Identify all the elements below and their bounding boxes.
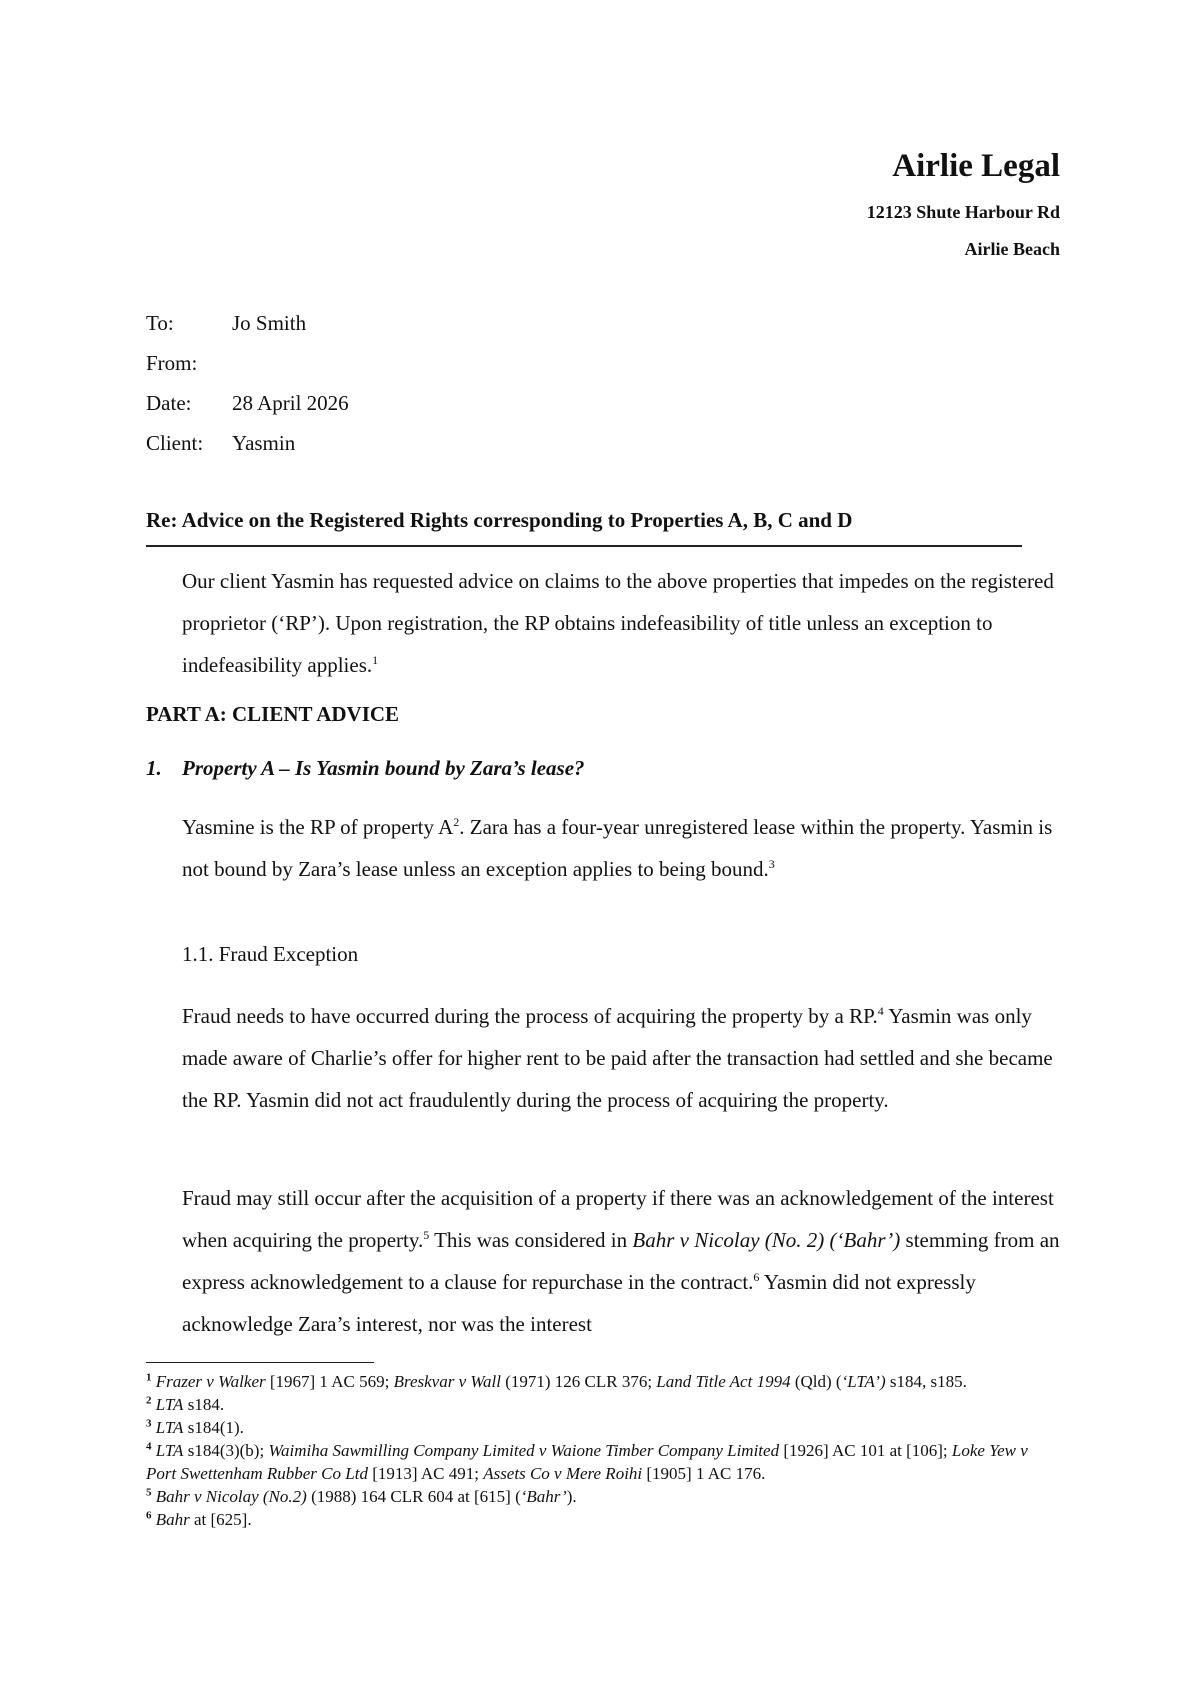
text-run: [1913] AC 491; — [367, 1464, 484, 1483]
memo-client — [146, 423, 349, 463]
footnote-number: 6 — [146, 1509, 152, 1522]
text-run: stemming from an express acknowledgement to a clause for repurchase in the contract. — [182, 1228, 1060, 1294]
footnote-number: 4 — [146, 1440, 152, 1453]
footnote-ref: 2 — [453, 815, 460, 829]
text-run: (Qld) ( — [790, 1372, 842, 1391]
footnote-ref: 1 — [372, 653, 379, 667]
section-number: 1. — [146, 756, 162, 780]
memo-header — [146, 303, 349, 463]
text-run: [1905] 1 AC 176. — [642, 1464, 766, 1483]
memo-from — [146, 343, 349, 383]
text-run: [1967] 1 AC 569; — [265, 1372, 394, 1391]
text-run: Fraud may still occur after the acquisition of a property if there was an acknowledgement of the interest when acquiring the property. — [182, 1186, 1054, 1252]
memo-date-value: 28 April 2026 — [232, 390, 349, 415]
paragraph-fraud-2 — [182, 1177, 1067, 1345]
text-run: s184(3)(b); — [183, 1441, 269, 1460]
paragraph-fraud-1 — [182, 995, 1067, 1121]
memo-to-label: To: — [146, 310, 174, 335]
section-title: Property A – Is Yasmin bound by Zara’s lease? — [182, 756, 585, 780]
memo-date-label: Date: — [146, 390, 192, 415]
case-name: LTA — [155, 1395, 184, 1414]
firm-name: Airlie Legal — [892, 148, 1060, 184]
footnote-ref: 5 — [423, 1228, 430, 1242]
part-a-heading: PART A: CLIENT ADVICE — [146, 702, 400, 726]
subsection-heading: 1.1. Fraud Exception — [182, 942, 359, 966]
intro-text: Our client Yasmin has requested advice on claims to the above properties that impedes on the registered proprietor (‘RP’). Upon registration, the RP obtains indefeasibility of title unless an exception to indefeasibility applies. — [182, 569, 1054, 677]
case-name: Breskvar v Wall — [393, 1372, 501, 1391]
footnote-3 — [146, 1416, 1046, 1439]
text-run: s184. — [183, 1395, 225, 1414]
case-name: Loke Yew v Port Swettenham Rubber Co Ltd — [146, 1441, 1028, 1483]
case-name: LTA — [155, 1418, 184, 1437]
footnote-number: 1 — [146, 1371, 152, 1384]
case-name: Land Title Act 1994 — [656, 1372, 791, 1391]
address-line-2: Airlie Beach — [964, 238, 1060, 259]
memo-client-value: Yasmin — [232, 430, 296, 455]
text-run: at [625]. — [189, 1510, 252, 1529]
case-name: Bahr v Nicolay (No. 2) (‘Bahr’) — [632, 1228, 901, 1252]
case-name: Waimiha Sawmilling Company Limited v Waione Timber Company Limited — [268, 1441, 780, 1460]
subject-line: Re: Advice on the Registered Rights corresponding to Properties A, B, C and D — [146, 508, 1022, 547]
text-run: ). — [566, 1487, 577, 1506]
address-line-1: 12123 Shute Harbour Rd — [866, 202, 1060, 222]
case-name: Assets Co v Mere Roihi — [483, 1464, 643, 1483]
text-run: s184, s185. — [885, 1372, 967, 1391]
case-name: Bahr v Nicolay (No.2) — [155, 1487, 307, 1506]
case-name: LTA — [155, 1441, 184, 1460]
footnote-number: 2 — [146, 1394, 152, 1407]
text-run: (1988) 164 CLR 604 at [615] ( — [306, 1487, 521, 1506]
text-run: Yasmin did not expressly acknowledge Zara’s interest, nor was the interest — [182, 1270, 976, 1336]
text-run: . Zara has a four-year unregistered lease within the property. Yasmin is not bound by Zara’s lease unless an exception applies to being bound. — [182, 815, 1053, 881]
footnote-separator — [146, 1362, 374, 1363]
footnote-2 — [146, 1393, 1046, 1416]
memo-client-label: Client: — [146, 430, 204, 455]
text-run: s184(1). — [183, 1418, 244, 1437]
footnote-1 — [146, 1370, 1046, 1393]
footnote-number: 5 — [146, 1486, 152, 1499]
text-run: This was considered in — [429, 1228, 633, 1252]
case-name: ‘Bahr’ — [520, 1487, 567, 1506]
footnote-4 — [146, 1439, 1046, 1485]
case-name: Bahr — [155, 1510, 190, 1529]
paragraph-property-a — [182, 806, 1062, 890]
footnote-6 — [146, 1508, 1046, 1531]
letterhead — [867, 150, 1060, 274]
text-run: Yasmin was only made aware of Charlie’s offer for higher rent to be paid after the transaction had settled and she became the RP. Yasmin did not act fraudulently during the process of acquiring the property. — [182, 1004, 1053, 1112]
footnote-number: 3 — [146, 1417, 152, 1430]
memo-to — [146, 303, 349, 343]
memo-from-label: From: — [146, 350, 198, 375]
footnote-ref: 3 — [768, 857, 775, 871]
case-name: ‘LTA’) — [841, 1372, 886, 1391]
memo-to-value: Jo Smith — [232, 310, 307, 335]
text-run: [1926] AC 101 at [106]; — [779, 1441, 952, 1460]
text-run: Fraud needs to have occurred during the process of acquiring the property by a RP. — [182, 1004, 878, 1028]
section-1-heading — [146, 756, 585, 781]
intro-paragraph — [182, 560, 1062, 686]
footnotes — [146, 1370, 1046, 1531]
footnote-5 — [146, 1485, 1046, 1508]
case-name: Frazer v Walker — [155, 1372, 266, 1391]
memo-date — [146, 383, 349, 423]
text-run: Yasmine is the RP of property A — [182, 815, 454, 839]
text-run: (1971) 126 CLR 376; — [500, 1372, 657, 1391]
footnote-ref: 4 — [877, 1004, 884, 1018]
footnote-ref: 6 — [753, 1270, 760, 1284]
